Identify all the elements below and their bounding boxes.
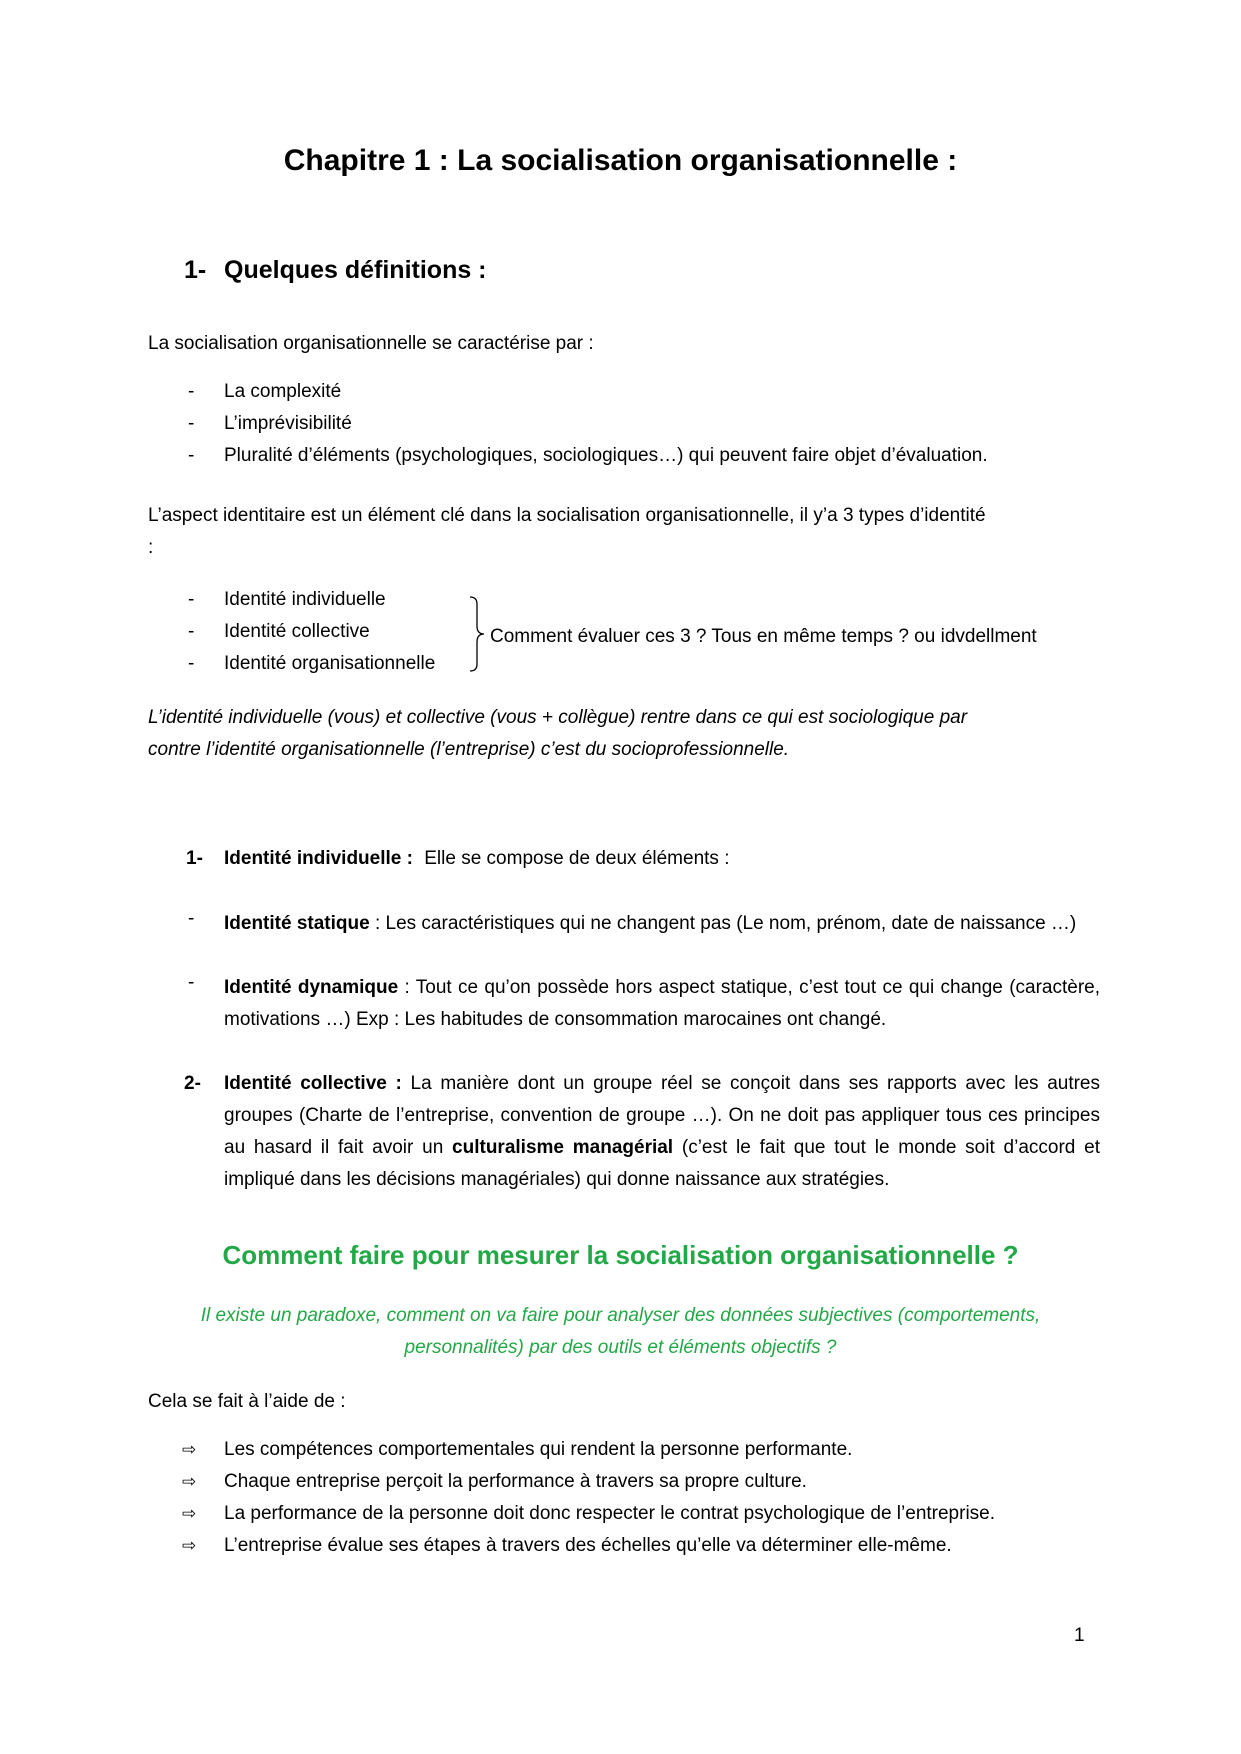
dynamic-text: : Tout ce qu’on possède hors aspect statique, c’est tout ce qui change (caractère, motivations …) Exp : Les habitudes de consommation marocaines ont changé.	[224, 977, 1100, 1030]
collective-text-b: (c’est le fait que tout le monde soit d’accord et impliqué dans les décisions managériales) qui donne naissance aux stratégies.	[224, 1137, 1100, 1190]
individual-line	[224, 843, 729, 875]
list-bullet: -	[188, 381, 195, 402]
collective-text-a: La manière dont un groupe réel se conçoit dans ses rapports avec les autres groupes (Charte de l’entreprise, convention de groupe …). On ne doit pas appliquer tous ces principes au hasard il fait avoir un	[224, 1073, 1100, 1158]
list-bullet: -	[188, 653, 195, 674]
list-bullet: -	[188, 908, 195, 929]
list-item: L’entreprise évalue ses étapes à travers des échelles qu’elle va déterminer elle-même.	[224, 1535, 952, 1556]
chapter-title: Chapitre 1 : La socialisation organisationnelle :	[283, 144, 958, 177]
intro-text: La socialisation organisationnelle se caractérise par :	[148, 333, 594, 354]
dynamic-label: Identité dynamique	[224, 977, 399, 998]
list-item: Les compétences comportementales qui rendent la personne performante.	[224, 1439, 853, 1460]
list-item: Identité organisationnelle	[224, 653, 436, 674]
individual-label: Identité individuelle :	[224, 848, 413, 869]
italic-note-line-1: L’identité individuelle (vous) et collective (vous + collègue) rentre dans ce qui est sociologique par	[148, 707, 968, 728]
list-item: Identité individuelle	[224, 589, 386, 610]
list-item: Pluralité d’éléments (psychologiques, sociologiques…) qui peuvent faire objet d’évaluation.	[224, 445, 988, 466]
paradox-line-1: Il existe un paradoxe, comment on va faire pour analyser des données subjectives (comportements,	[200, 1305, 1041, 1326]
list-bullet: -	[188, 589, 195, 610]
collective-number: 2-	[184, 1073, 201, 1094]
page-number: 1	[1074, 1625, 1085, 1646]
list-bullet: -	[188, 621, 195, 642]
list-item: La performance de la personne doit donc respecter le contrat psychologique de l’entreprise.	[224, 1503, 996, 1524]
static-text: : Les caractéristiques qui ne changent pas (Le nom, prénom, date de naissance …)	[369, 913, 1077, 934]
identity-intro-colon: :	[148, 537, 154, 558]
arrow-icon: ⇨	[182, 1504, 197, 1523]
section-heading: Quelques définitions :	[224, 256, 487, 284]
brace-note: Comment évaluer ces 3 ? Tous en même temps ? ou idvdellment	[490, 626, 1037, 647]
static-identity	[224, 908, 1100, 940]
collective-bold: culturalisme managérial	[452, 1137, 674, 1158]
list-item: L’imprévisibilité	[224, 413, 352, 434]
list-bullet: -	[188, 413, 195, 434]
paradox-line-2: personnalités) par des outils et éléments objectifs ?	[404, 1337, 837, 1358]
identity-intro: L’aspect identitaire est un élément clé dans la socialisation organisationnelle, il y’a 3 types d’identité	[148, 505, 986, 526]
arrow-icon: ⇨	[182, 1536, 197, 1555]
dynamic-identity	[224, 972, 1100, 1036]
section-number: 1-	[184, 256, 207, 284]
collective-label: Identité collective :	[224, 1073, 402, 1094]
measure-heading: Comment faire pour mesurer la socialisation organisationnelle ?	[222, 1240, 1019, 1270]
arrow-icon: ⇨	[182, 1440, 197, 1459]
individual-number: 1-	[186, 848, 203, 869]
list-item: La complexité	[224, 381, 342, 402]
italic-note-line-2: contre l’identité organisationnelle (l’entreprise) c’est du socioprofessionnelle.	[148, 739, 790, 760]
list-bullet: -	[188, 445, 195, 466]
arrow-icon: ⇨	[182, 1472, 197, 1491]
individual-text: Elle se compose de deux éléments :	[424, 848, 730, 869]
list-item: Identité collective	[224, 621, 370, 642]
collective-paragraph	[224, 1068, 1100, 1196]
measure-intro: Cela se fait à l’aide de :	[148, 1391, 346, 1412]
list-item: Chaque entreprise perçoit la performance à travers sa propre culture.	[224, 1471, 807, 1492]
curly-brace-icon	[468, 596, 488, 672]
static-label: Identité statique	[224, 913, 370, 934]
list-bullet: -	[188, 972, 195, 993]
